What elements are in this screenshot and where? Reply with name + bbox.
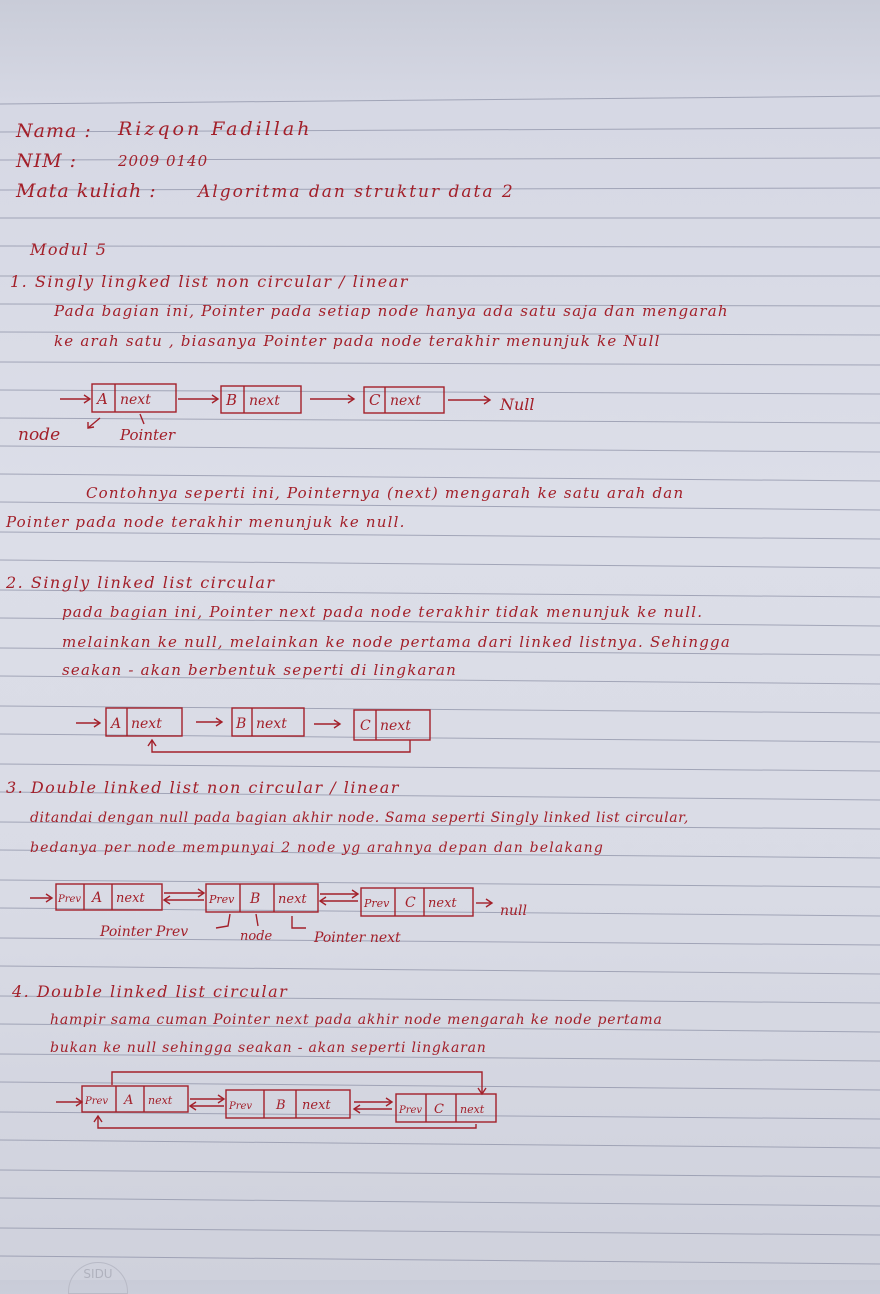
d3-null-label: null — [500, 903, 527, 919]
modul-title: Modul 5 — [30, 240, 108, 259]
d4-node-b-data: B — [276, 1098, 286, 1113]
matkul-value: Algoritma dan struktur data 2 — [198, 182, 515, 202]
d1-node-a-next: next — [120, 392, 151, 408]
section-3-heading: 3. Double linked list non circular / linear — [6, 778, 400, 797]
section-2-line-2: melainkan ke null, melainkan ke node pertama dari linked listnya. Sehingga — [62, 633, 731, 651]
d4-node-c-data: C — [434, 1102, 444, 1117]
section-1-line-1: Pada bagian ini, Pointer pada setiap node hanya ada satu saja dan mengarah — [54, 302, 729, 320]
d1-node-c-data: C — [369, 391, 381, 409]
d3-node-a-data: A — [92, 890, 103, 906]
d3-pointer-prev-label: Pointer Prev — [100, 924, 189, 940]
d1-node-b-next: next — [249, 393, 280, 409]
notebook-brand-stamp: SIDU — [68, 1262, 128, 1294]
d3-node-b-prev: Prev — [209, 893, 235, 906]
d1-pointer-label: Pointer — [120, 426, 176, 444]
section-1-after-line-1: Contohnya seperti ini, Pointernya (next) mengarah ke satu arah dan — [86, 484, 685, 502]
d3-node-a-next: next — [116, 891, 145, 906]
d3-node-label: node — [240, 929, 273, 944]
d1-node-b-data: B — [226, 391, 238, 409]
d4-node-a-prev: Prev — [85, 1096, 109, 1107]
diagram-4 — [56, 1072, 496, 1128]
section-1-after-line-2: Pointer pada node terakhir menunjuk ke null. — [6, 513, 406, 531]
section-2-line-1: pada bagian ini, Pointer next pada node terakhir tidak menunjuk ke null. — [62, 603, 704, 621]
d3-node-b-data: B — [250, 891, 261, 907]
nim-label: NIM : — [16, 150, 78, 172]
diagram-2 — [76, 708, 430, 752]
matkul-label: Mata kuliah : — [16, 180, 157, 202]
d1-node-c-next: next — [390, 393, 421, 409]
d2-node-a-next: next — [131, 716, 162, 732]
d4-node-b-next: next — [302, 1098, 331, 1113]
d2-node-b-data: B — [236, 716, 247, 732]
nama-label: Nama : — [16, 120, 92, 142]
d4-node-a-data: A — [124, 1093, 134, 1108]
section-4-line-2: bukan ke null sehingga seakan - akan seperti lingkaran — [50, 1040, 487, 1056]
d2-node-b-next: next — [256, 716, 287, 732]
d1-node-label: node — [18, 425, 61, 445]
d3-node-b-next: next — [278, 892, 307, 907]
nim-value: 2009 0140 — [118, 152, 209, 170]
d1-null-label: Null — [500, 395, 535, 414]
section-1-heading: 1. Singly lingked list non circular / linear — [10, 272, 409, 291]
section-2-heading: 2. Singly linked list circular — [6, 573, 276, 592]
d4-node-c-next: next — [460, 1103, 485, 1116]
d2-node-c-next: next — [380, 718, 411, 734]
nama-value: Rizqon Fadillah — [118, 118, 313, 140]
d3-node-c-prev: Prev — [364, 897, 390, 910]
d4-node-b-prev: Prev — [229, 1101, 253, 1112]
section-3-line-1: ditandai dengan null pada bagian akhir node. Sama seperti Singly linked list circular, — [30, 810, 689, 826]
section-1-line-2: ke arah satu , biasanya Pointer pada node terakhir menunjuk ke Null — [54, 332, 661, 350]
d1-node-a-data: A — [97, 390, 108, 408]
d4-node-c-prev: Prev — [399, 1105, 423, 1116]
d2-node-a-data: A — [111, 716, 122, 732]
d3-pointer-next-label: Pointer next — [314, 930, 401, 946]
diagram-3 — [30, 884, 527, 946]
d3-node-c-data: C — [405, 895, 416, 911]
section-3-line-2: bedanya per node mempunyai 2 node yg arahnya depan dan belakang — [30, 840, 605, 856]
section-2-line-3: seakan - akan berbentuk seperti di lingkaran — [62, 661, 458, 679]
section-4-line-1: hampir sama cuman Pointer next pada akhir node mengarah ke node pertama — [50, 1012, 663, 1028]
d3-node-a-prev: Prev — [58, 894, 82, 905]
d2-node-c-data: C — [360, 718, 371, 734]
d3-node-c-next: next — [428, 896, 457, 911]
diagram-1 — [18, 384, 535, 445]
d4-node-a-next: next — [148, 1094, 173, 1107]
section-4-heading: 4. Double linked list circular — [12, 982, 289, 1001]
